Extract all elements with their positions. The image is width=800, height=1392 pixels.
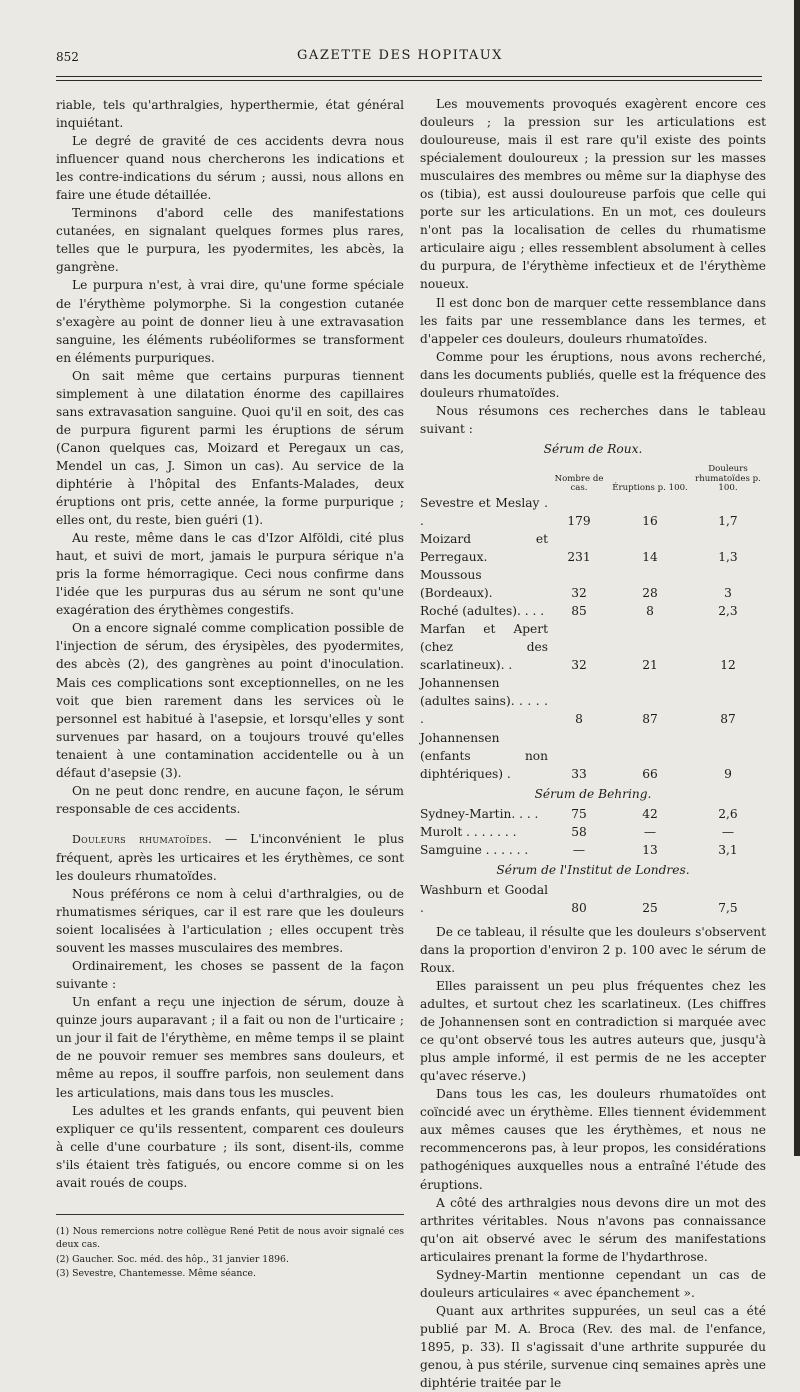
table-cell: 12 [720,658,736,673]
paragraph: Terminons d'abord celle des manifestations cutanées, en signalant quelques formes plus rares, telles que le purpura, les pyodermites, les abcès, la gangrène. [56,206,404,275]
table-row [420,881,766,917]
table-subcaption-row [420,859,766,881]
header-rule [56,76,762,77]
page-edge [794,0,800,1156]
table-cell: Johannensen (enfants non diphtériques) . [420,730,548,781]
table-cell: 85 [571,604,587,619]
paragraph: On sait même que certains purpuras tiennent simplement à une dilatation énorme des capillaires sans extravasation sanguine. Quoi qu'il en soit, des cas de purpura figurent parmi les éruptions de sérum (Canon quelques cas, Moizard et Peregaux un cas, Mendel un cas, J. Simon un cas). Au service de la diphtérie à l'hôpital des Enfants-Malades, deux éruptions ont pris, cette année, la forme purpurique ; elles ont, du reste, bien guéri (1). [56,368,404,528]
paragraph: Dans tous les cas, les douleurs rhumatoïdes ont coïncidé avec un érythème. Elles tiennent évidemment aux mêmes causes que les érythèmes, et nous ne recommencerons pas, à leur propos, les considérations pathogéniques auxquelles nous a entraîné l'étude des éruptions. [420,1087,766,1192]
page-number: 852 [56,50,79,64]
table-cell: 2,3 [718,604,738,619]
table-cell: 9 [724,766,732,781]
table-cell: Moizard et Perregaux. [420,531,548,565]
table-cell: Samguine . . . . . . [420,842,529,857]
footnote-rule [56,1214,404,1215]
right-column [420,95,766,1392]
table-row [420,805,766,823]
paragraph: riable, tels qu'arthralgies, hyperthermie, état général inquiétant. [56,98,404,131]
table-cell: Moussous (Bordeaux). [420,568,493,601]
table-cell: 2,6 [718,806,738,821]
table-cell: — [572,842,586,857]
section-paragraph [56,830,404,885]
table-cell: — [721,824,735,839]
paragraph: On ne peut donc rendre, en aucune façon, le sérum responsable de ces accidents. [56,783,404,816]
table-header-row [420,464,766,494]
table-cell: Sydney-Martin. . . . [420,806,539,821]
table-cell: Murolt . . . . . . . [420,824,517,839]
left-column [56,96,404,1282]
table-cell: 32 [571,586,587,601]
paragraph: On a encore signalé comme complication possible de l'injection de sérum, des érysipèles, des pyodermites, des abcès (2), des gangrènes au point d'inoculation. Mais ces complications sont exceptionnelles, on ne les voit que bien rarement dans les services où le personnel est habitué à l'asepsie, et lorsqu'elles y sont survenues par hasard, on a toujours trouvé qu'elles tenaient à une contamination accidentelle ou à un défaut d'asepsie (3). [56,621,404,780]
table-row [420,602,766,620]
table-cell: 13 [642,842,658,857]
table-cell: 42 [642,806,658,821]
paragraph: Les mouvements provoqués exagèrent encore ces douleurs ; la pression sur les articulations est douloureuse, mais il est rare qu'il existe des points spécialement douloureux ; la pression sur les masses musculaires des membres ou même sur la diaphyse des os (tibia), est aussi douloureuse parfois que celle qui porte sur les articulations. En un mot, ces douleurs n'ont pas la localisation de celles du rhumatisme articulaire aigu ; elles ressemblent absolument à celles du purpura, de l'érythème infectieux et de l'érythème noueux. [420,97,766,292]
table-caption: Sérum de Roux. [543,441,643,456]
table-subcaption-row [420,783,766,805]
paragraph: Le degré de gravité de ces accidents devra nous influencer quand nous chercherons les indications et les contre-indications du sérum ; aussi, nous allons en faire une étude détaillée. [56,134,404,203]
footnote: (2) Gaucher. Soc. méd. des hôp., 31 janvier 1896. [56,1253,289,1265]
table-cell: 33 [571,766,587,781]
table-cell: 75 [571,806,587,821]
table-cell: 87 [642,712,658,727]
statistics-table [420,464,766,917]
footnotes [56,1225,404,1281]
table-cell: — [643,824,657,839]
table-cell: 231 [567,550,591,565]
table-cell: 25 [642,900,658,915]
paragraph: Quant aux arthrites suppurées, un seul cas a été publié par M. A. Broca (Rev. des mal. de l'enfance, 1895, p. 33). Il s'agissait d'une arthrite suppurée du genou, à pus stérile, survenue cinq semaines après une diphtérie traitée par le [420,1303,766,1391]
table-cell: 179 [567,513,591,528]
paragraph: Le purpura n'est, à vrai dire, qu'une forme spéciale de l'érythème polymorphe. Si la congestion cutanée s'exagère au point de donner lieu à une extravasation sanguine, les éléments rubéoliformes se transforment en éléments purpuriques. [56,278,404,365]
table-cell: Sevestre et Meslay . . [420,495,548,528]
table-row [420,620,766,674]
table-row [420,530,766,566]
table-subcaption: Sérum de Behring. [534,786,652,801]
table-cell: 1,3 [718,550,738,565]
table-cell: 66 [642,766,658,781]
table-row [420,823,766,841]
table-header: Éruptions p. 100. [612,483,688,494]
table-row [420,841,766,859]
paragraph: Un enfant a reçu une injection de sérum, douze à quinze jours auparavant ; il a fait ou non de l'urticaire ; un jour il fait de l'érythème, en même temps il se plaint de ne pouvoir remuer ses membres sans douleurs, et même au repos, il souffre parfois, non seulement dans les articulations, mais dans tous les muscles. [56,995,404,1100]
footnote: (1) Nous remercions notre collègue René Petit de nous avoir signalé ces deux cas. [56,1225,404,1251]
footnote: (3) Sevestre, Chantemesse. Même séance. [56,1268,257,1280]
table-cell: 7,5 [718,900,738,915]
table-header [420,464,548,494]
table-cell: 80 [571,900,587,915]
table-cell: Marfan et Apert (chez des scarlatineux). . [420,622,548,673]
table-cell: 28 [642,586,658,601]
table-cell: 14 [642,550,658,565]
section-text: — L'inconvénient le plus fréquent, après les urticaires et les érythèmes, ce sont les douleurs rhumatoïdes. [56,831,405,883]
table-cell: 3,1 [718,842,738,857]
paragraph: Sydney-Martin mentionne cependant un cas de douleurs articulaires « avec épanchement ». [420,1267,766,1300]
table-cell: 3 [724,586,732,601]
table-row [420,729,766,783]
table-cell: 58 [571,824,587,839]
paragraph: Les adultes et les grands enfants, qui peuvent bien expliquer ce qu'ils ressentent, comparent ces douleurs à celle d'une courbature ; ils sont, disent-ils, comme s'ils étaient très fatigués, ou encore comme si on les avait roués de coups. [56,1103,404,1190]
table-cell: Washburn et Goodal . [420,882,548,915]
table-cell: Roché (adultes). . . . [420,604,545,619]
paragraph: Ordinairement, les choses se passent de la façon suivante : [56,959,404,992]
table-header: Nombre de cas. [554,473,604,494]
paragraph: Comme pour les éruptions, nous avons recherché, dans les documents publiés, quelle est la fréquence des douleurs rhumatoïdes. [420,349,766,400]
table-cell: 8 [646,604,654,619]
table-row [420,494,766,530]
table-cell: 32 [571,658,587,673]
header-rule-thin [56,80,762,81]
section-heading: Douleurs rhumatoïdes. [72,832,212,846]
paragraph: A côté des arthralgies nous devons dire un mot des arthrites véritables. Nous n'avons pas connaissance qu'on ait observé avec le sérum des manifestations articulaires prenant la forme de l'hydarthrose. [420,1195,766,1264]
table-cell: 1,7 [718,513,738,528]
paragraph: Au reste, même dans le cas d'Izor Alföldi, cité plus haut, et suivi de mort, jamais le purpura sérique n'a pris la forme hémorragique. Ceci nous confirme dans l'idée que les purpuras dus au sérum ne sont qu'une exagération des érythèmes congestifs. [56,531,404,618]
paragraph: Elles paraissent un peu plus fréquentes chez les adultes, et surtout chez les scarlatineux. (Les chiffres de Johannensen sont en contradiction si marquée avec ce qu'ont observé tous les autres auteurs que, jusqu'à plus ample informé, il est permis de ne les accepter qu'avec réserve.) [420,979,766,1084]
table-header: Douleurs rhumatoïdes p. 100. [695,464,761,494]
paragraph: Nous préférons ce nom à celui d'arthralgies, ou de rhumatismes sériques, car il est rare que les douleurs soient localisées à l'articulation ; elles occupent très souvent les masses musculaires des membres. [56,887,404,956]
table-cell: 87 [720,712,736,727]
table-row [420,674,766,728]
table-cell: 21 [642,658,658,673]
paragraph: De ce tableau, il résulte que les douleurs s'observent dans la proportion d'environ 2 p. 100 avec le sérum de Roux. [420,924,766,975]
table-cell: Johannensen (adultes sains). . . . . . [420,676,548,727]
paragraph: Il est donc bon de marquer cette ressemblance dans les faits par une ressemblance dans les termes, et d'appeler ces douleurs, douleurs rhumatoïdes. [420,295,766,346]
paragraph: Nous résumons ces recherches dans le tableau suivant : [420,403,766,436]
table-cell: 16 [642,513,658,528]
running-head: GAZETTE DES HOPITAUX [297,48,503,63]
table-cell: 8 [575,712,583,727]
table-subcaption: Sérum de l'Institut de Londres. [496,862,690,877]
table-row [420,566,766,602]
